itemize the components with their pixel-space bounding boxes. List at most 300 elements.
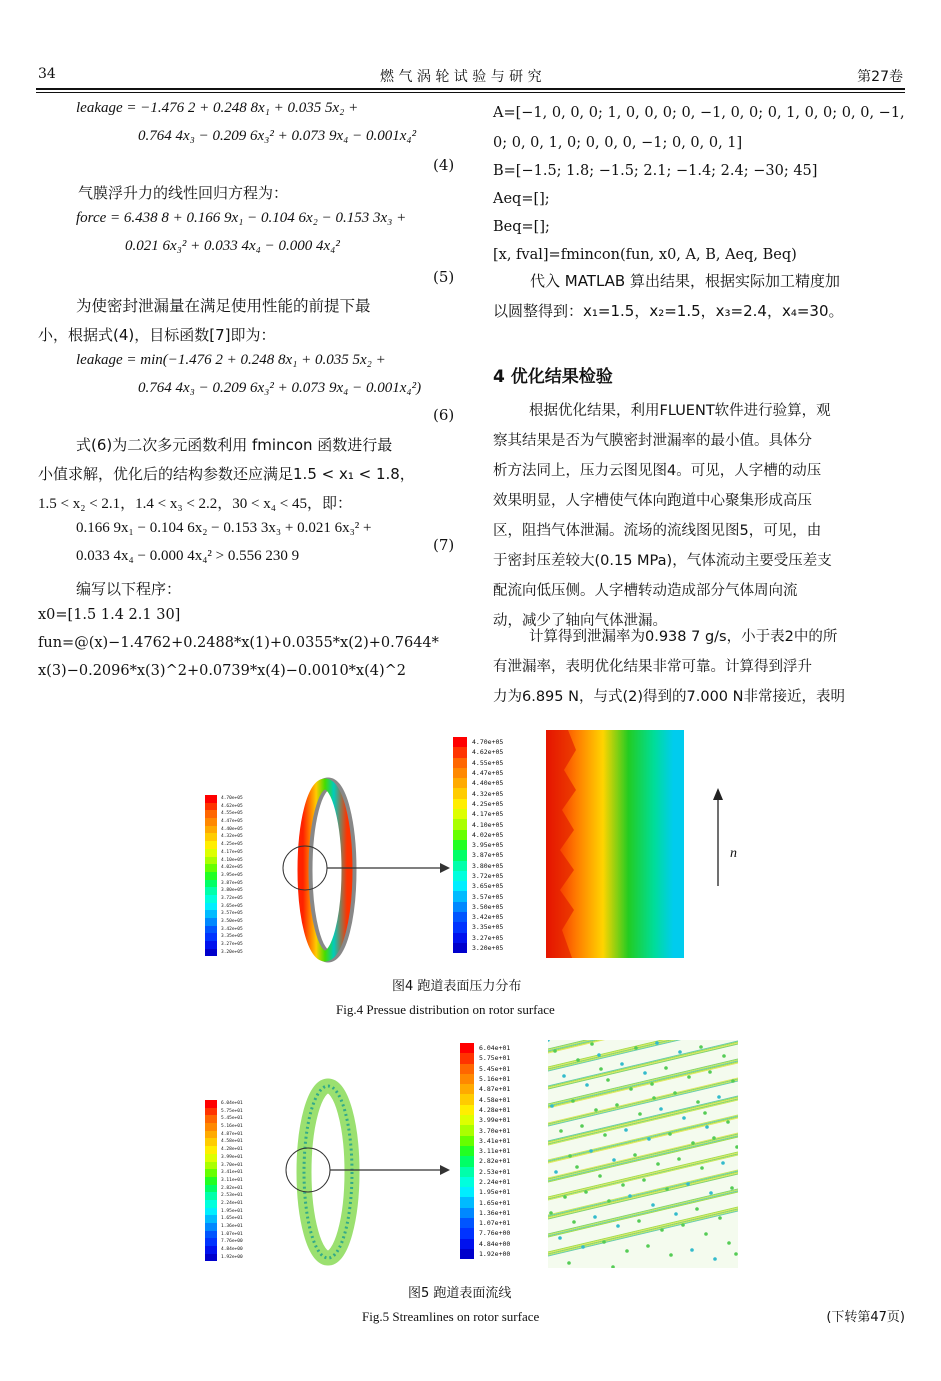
legend-label: 4.62e+05	[221, 803, 243, 809]
legend-swatch	[205, 1138, 217, 1146]
legend-entry	[460, 1249, 510, 1259]
streamline-particle	[615, 1103, 619, 1107]
streamline-particle	[553, 1049, 557, 1053]
legend-label: 2.82e+01	[479, 1157, 511, 1166]
streamline-particle	[686, 1182, 690, 1186]
force-intro: 气膜浮升力的线性回归方程为：	[78, 184, 289, 202]
eq5-line1: force = 6.438 8 + 0.166 9x₁ − 0.104 6x₂ − 0.153 3x₃ +	[76, 210, 407, 226]
legend-entry	[453, 778, 503, 788]
legend-entry	[205, 1100, 265, 1108]
legend-entry	[453, 747, 503, 757]
normal-arrow-label: n	[730, 846, 737, 861]
legend-entry	[453, 809, 503, 819]
fig5-ring-image	[270, 1072, 460, 1272]
streamline-particle	[673, 1091, 677, 1095]
fig4-ring-image	[270, 770, 460, 970]
legend-swatch	[205, 1108, 217, 1116]
legend-label: 4.17e+05	[472, 810, 504, 819]
legend-swatch	[453, 912, 467, 922]
eq5-line2: 0.021 6x₃² + 0.033 4x₄ − 0.000 4x₄²	[125, 238, 340, 254]
legend-label: 4.40e+05	[221, 826, 243, 832]
legend-swatch	[205, 810, 217, 818]
para1-line1: 为使密封泄漏量在满足使用性能的前提下最	[76, 297, 371, 315]
streamline-particle	[643, 1071, 647, 1075]
legend-swatch	[453, 871, 467, 881]
legend-swatch	[453, 778, 467, 788]
streamline-particle	[621, 1183, 625, 1187]
legend-label: 4.87e+01	[479, 1085, 511, 1094]
legend-label: 5.75e+01	[479, 1054, 511, 1063]
streamline-particle	[571, 1099, 575, 1103]
section-paragraph-1	[493, 396, 907, 636]
streamline-particle	[642, 1178, 646, 1182]
legend-swatch	[453, 737, 467, 747]
legend-label: 4.47e+05	[472, 769, 504, 778]
legend-entry	[205, 857, 265, 865]
legend-entry	[205, 926, 265, 934]
result-line2: 以圆整得到：x₁=1.5，x₂=1.5，x₃=2.4，x₄=30。	[493, 302, 844, 320]
legend-label: 3.11e+01	[479, 1147, 511, 1156]
streamline-particle	[731, 1079, 735, 1083]
legend-label: 3.99e+01	[221, 1154, 243, 1160]
legend-label: 2.82e+01	[221, 1185, 243, 1191]
section-paragraph-2	[493, 622, 907, 712]
streamline-particle	[580, 1124, 584, 1128]
code-fmincon-call: [x, fval]=fmincon(fun, x0, A, B, Aeq, Beq)	[493, 247, 797, 263]
legend-swatch	[453, 799, 467, 809]
legend-entry	[205, 1123, 265, 1131]
streamline-particle	[558, 1236, 562, 1240]
streamline-particle	[620, 1062, 624, 1066]
legend-swatch	[453, 768, 467, 778]
legend-entry	[460, 1105, 510, 1115]
legend-entry	[453, 840, 503, 850]
legend-label: 4.87e+01	[221, 1131, 243, 1137]
legend-swatch	[453, 850, 467, 860]
fig5-caption-en: Fig.5 Streamlines on rotor surface	[362, 1309, 540, 1324]
legend-label: 4.70e+05	[221, 796, 243, 801]
legend-label: 3.70e+01	[479, 1126, 511, 1135]
legend-swatch	[453, 788, 467, 798]
legend-swatch	[453, 881, 467, 891]
streamline-particle	[659, 1107, 663, 1111]
continued-note: (下转第47页)	[826, 1310, 905, 1325]
legend-entry	[205, 1192, 265, 1200]
streamline-particle	[616, 1224, 620, 1228]
legend-swatch	[205, 1246, 217, 1254]
legend-label: 3.50e+05	[472, 902, 504, 911]
streamline-particle	[668, 1132, 672, 1136]
legend-swatch	[205, 795, 217, 803]
legend-swatch	[205, 1185, 217, 1193]
eq4-line1: leakage = −1.476 2 + 0.248 8x₁ + 0.035 5x₂ +	[76, 100, 359, 116]
legend-swatch	[205, 1146, 217, 1154]
legend-label: 4.70e+05	[472, 738, 504, 747]
legend-label: 3.65e+05	[221, 903, 243, 909]
streamline-particle	[603, 1133, 607, 1137]
legend-swatch	[453, 861, 467, 871]
legend-entry	[205, 949, 265, 957]
streamline-particle	[682, 1116, 686, 1120]
legend-label: 3.72e+05	[472, 872, 504, 880]
legend-swatch	[460, 1228, 474, 1238]
p1-line: 根据优化结果，利用FLUENT软件进行验算，观	[529, 403, 831, 419]
legend-swatch	[205, 1115, 217, 1123]
legend-swatch	[460, 1074, 474, 1084]
para2-line1: 式(6)为二次多元函数利用 fmincon 函数进行最	[76, 436, 393, 454]
legend-swatch	[460, 1167, 474, 1177]
legend-label: 3.87e+05	[221, 880, 243, 886]
streamline-particle	[567, 1261, 571, 1265]
streamline-particle	[730, 1186, 734, 1190]
streamline-particle	[734, 1252, 738, 1256]
contour-edge	[684, 730, 696, 958]
streamline-particle	[646, 1244, 650, 1248]
legend-swatch	[205, 910, 217, 918]
legend-swatch	[460, 1105, 474, 1115]
legend-label: 5.16e+01	[479, 1075, 511, 1084]
streamline-particle	[599, 1067, 603, 1071]
code-Beq: Beq=[];	[493, 219, 550, 235]
legend-entry	[453, 758, 503, 768]
p2-line: 力为6.895 N，与式(2)得到的7.000 N非常接近，表明	[493, 689, 845, 705]
legend-swatch	[460, 1177, 474, 1187]
streamline-particle	[713, 1257, 717, 1261]
legend-label: 4.02e+05	[221, 865, 243, 871]
legend-swatch	[205, 926, 217, 934]
legend-label: 4.62e+05	[472, 748, 504, 757]
legend-label: 3.20e+05	[472, 944, 504, 953]
legend-entry	[453, 881, 503, 891]
legend-label: 3.65e+05	[472, 882, 504, 891]
legend-label: 3.99e+01	[479, 1116, 511, 1125]
legend-label: 1.95e+01	[479, 1188, 511, 1197]
legend-entry	[205, 803, 265, 811]
streamline-particle	[696, 1100, 700, 1104]
legend-swatch	[205, 1231, 217, 1239]
legend-swatch	[205, 918, 217, 926]
legend-swatch	[460, 1156, 474, 1166]
legend-swatch	[205, 887, 217, 895]
legend-entry	[205, 903, 265, 911]
streamline-particle	[695, 1207, 699, 1211]
streamline-particle	[628, 1194, 632, 1198]
legend-swatch	[205, 941, 217, 949]
legend-entry	[453, 819, 503, 829]
streamline-particle	[549, 1211, 553, 1215]
legend-label: 3.41e+01	[479, 1136, 511, 1145]
streamline-particle	[652, 1096, 656, 1100]
result-line1: 代入 MATLAB 算出结果，根据实际加工精度加	[530, 272, 840, 290]
streamline-particle	[712, 1136, 716, 1140]
legend-swatch	[205, 949, 217, 957]
legend-entry	[205, 1108, 265, 1116]
legend-entry	[205, 1215, 265, 1223]
page-number: 34	[38, 66, 56, 82]
legend-entry	[453, 850, 503, 860]
streamline-particle	[691, 1141, 695, 1145]
legend-label: 4.58e+01	[479, 1095, 511, 1104]
legend-swatch	[460, 1218, 474, 1228]
legend-entry	[205, 1138, 265, 1146]
legend-entry	[460, 1125, 510, 1135]
legend-entry	[205, 833, 265, 841]
legend-label: 4.10e+05	[221, 857, 243, 863]
volume-label: 第27卷	[857, 69, 903, 85]
streamline-particle	[664, 1066, 668, 1070]
legend-label: 4.25e+05	[472, 799, 504, 808]
legend-swatch	[453, 809, 467, 819]
fig4-legend-big	[453, 737, 503, 953]
legend-entry	[460, 1115, 510, 1125]
legend-entry	[460, 1218, 510, 1228]
code-Aeq: Aeq=[];	[493, 191, 550, 207]
legend-swatch	[453, 891, 467, 901]
eq7-line1: 0.166 9x₁ − 0.104 6x₂ − 0.153 3x₃ + 0.021 6x₃² +	[76, 520, 372, 536]
legend-label: 1.36e+01	[221, 1224, 243, 1229]
legend-swatch	[453, 819, 467, 829]
legend-swatch	[460, 1043, 474, 1053]
legend-entry	[453, 922, 503, 932]
legend-entry	[205, 1254, 265, 1262]
legend-entry	[453, 737, 503, 747]
legend-swatch	[205, 1123, 217, 1131]
legend-entry	[205, 841, 265, 849]
legend-entry	[205, 1246, 265, 1254]
legend-label: 4.40e+05	[472, 779, 504, 788]
code-B: B=[−1.5; 1.8; −1.5; 2.1; −1.4; 2.4; −30; 45]	[493, 163, 818, 179]
code-A-line2: 0; 0, 0, 1, 0; 0, 0, 0, −1; 0, 0, 0, 1]	[493, 135, 743, 151]
legend-label: 1.36e+01	[479, 1208, 511, 1217]
legend-swatch	[453, 922, 467, 932]
contour-fill	[546, 730, 696, 958]
streamline-particle	[633, 1153, 637, 1157]
legend-swatch	[205, 1208, 217, 1216]
fig4-caption-cn: 图4 跑道表面压力分布	[392, 979, 522, 994]
legend-label: 5.45e+01	[221, 1116, 243, 1122]
legend-entry	[453, 933, 503, 943]
legend-swatch	[205, 903, 217, 911]
eq6-line2: 0.764 4x₃ − 0.209 6x₃² + 0.073 9x₄ − 0.001x₄²)	[138, 380, 422, 396]
p1-line: 察其结果是否为气膜密封泄漏率的最小值。具体分	[493, 433, 812, 449]
legend-entry	[460, 1053, 510, 1063]
legend-entry	[460, 1156, 510, 1166]
legend-entry	[205, 1238, 265, 1246]
p1-line: 动，减少了轴向气体泄漏。	[493, 613, 667, 629]
legend-label: 3.50e+05	[221, 919, 243, 924]
streamline-particle	[607, 1199, 611, 1203]
legend-entry	[460, 1228, 510, 1238]
fig4-legend-small	[205, 795, 265, 956]
legend-label: 1.92e+00	[221, 1254, 243, 1260]
para2-line3: 1.5 < x₂ < 2.1，1.4 < x₃ < 2.2，30 < x₄ < 45，即：	[38, 496, 352, 512]
legend-label: 3.80e+05	[472, 861, 504, 870]
code-x0: x0=[1.5 1.4 2.1 30]	[38, 607, 181, 623]
legend-entry	[460, 1136, 510, 1146]
legend-entry	[205, 1154, 265, 1162]
legend-entry	[205, 826, 265, 834]
legend-label: 3.72e+05	[221, 895, 243, 901]
legend-entry	[460, 1187, 510, 1197]
streamline-particle	[585, 1083, 589, 1087]
legend-swatch	[205, 826, 217, 834]
streamline-particle	[629, 1087, 633, 1091]
normal-arrow	[710, 788, 726, 888]
legend-label: 3.20e+05	[221, 949, 243, 955]
streamline-particle	[687, 1075, 691, 1079]
streamline-particle	[665, 1187, 669, 1191]
legend-label: 3.57e+05	[472, 892, 504, 901]
legend-label: 7.76e+00	[479, 1229, 511, 1238]
legend-label: 3.42e+05	[221, 926, 243, 932]
legend-entry	[205, 1131, 265, 1139]
legend-swatch	[460, 1136, 474, 1146]
legend-label: 7.76e+00	[221, 1239, 243, 1245]
streamline-particle	[598, 1174, 602, 1178]
legend-swatch	[205, 933, 217, 941]
eq7-number: (7)	[433, 536, 455, 554]
legend-swatch	[205, 841, 217, 849]
legend-swatch	[460, 1187, 474, 1197]
legend-label: 5.75e+01	[221, 1108, 243, 1114]
streamline-particle	[726, 1120, 730, 1124]
streamline-particle	[581, 1245, 585, 1249]
legend-swatch	[453, 933, 467, 943]
legend-entry	[453, 871, 503, 881]
zoom-arrow-head	[440, 863, 450, 873]
legend-swatch	[205, 1254, 217, 1262]
streamline-particle	[703, 1111, 707, 1115]
streamline-particle	[575, 1165, 579, 1169]
streamline-particle	[674, 1212, 678, 1216]
legend-entry	[205, 1115, 265, 1123]
legend-swatch	[205, 895, 217, 903]
streamline-particle	[624, 1128, 628, 1132]
legend-swatch	[460, 1064, 474, 1074]
legend-label: 4.28e+01	[479, 1105, 511, 1114]
streamline-particle	[572, 1220, 576, 1224]
streamline-particle	[718, 1216, 722, 1220]
streamline-particle	[656, 1162, 660, 1166]
legend-swatch	[460, 1094, 474, 1104]
legend-entry	[205, 910, 265, 918]
streamline-particle	[669, 1253, 673, 1257]
legend-label: 3.35e+05	[221, 934, 243, 940]
legend-label: 1.92e+00	[479, 1250, 511, 1259]
legend-label: 1.65e+01	[221, 1216, 243, 1222]
program-intro: 编写以下程序：	[76, 580, 182, 598]
streamline-particle	[637, 1219, 641, 1223]
legend-label: 2.53e+01	[221, 1193, 243, 1199]
streamline-particle	[650, 1082, 654, 1086]
legend-label: 3.95e+05	[472, 841, 504, 850]
legend-label: 3.11e+01	[221, 1177, 243, 1183]
legend-swatch	[453, 840, 467, 850]
legend-label: 4.32e+05	[221, 834, 243, 840]
legend-entry	[460, 1208, 510, 1218]
streamline-particle	[705, 1125, 709, 1129]
legend-entry	[460, 1094, 510, 1104]
streamline-particle	[606, 1078, 610, 1082]
legend-swatch	[205, 1177, 217, 1185]
p2-line: 计算得到泄漏率为0.938 7 g/s，小于表2中的所	[529, 629, 838, 645]
streamline-particle	[708, 1070, 712, 1074]
legend-swatch	[460, 1053, 474, 1063]
legend-entry	[453, 891, 503, 901]
streamline-particle	[678, 1050, 682, 1054]
eq6-line1: leakage = min(−1.476 2 + 0.248 8x₁ + 0.035 5x₂ +	[76, 352, 386, 368]
legend-label: 3.35e+05	[472, 923, 504, 932]
streamline-particle	[602, 1240, 606, 1244]
legend-swatch	[460, 1249, 474, 1259]
legend-entry	[453, 799, 503, 809]
fig5-caption-cn: 图5 跑道表面流线	[408, 1286, 512, 1301]
eq6-number: (6)	[433, 406, 455, 424]
legend-entry	[453, 943, 503, 953]
streamline-particle	[722, 1054, 726, 1058]
legend-label: 3.57e+05	[221, 911, 243, 917]
legend-label: 1.65e+01	[479, 1198, 511, 1207]
legend-label: 4.55e+05	[472, 758, 504, 767]
streamline-particle	[638, 1112, 642, 1116]
legend-entry	[205, 818, 265, 826]
legend-label: 3.70e+01	[221, 1162, 243, 1168]
legend-entry	[453, 902, 503, 912]
legend-swatch	[205, 803, 217, 811]
streamline-particle	[651, 1203, 655, 1207]
legend-entry	[205, 849, 265, 857]
legend-entry	[205, 1162, 265, 1170]
legend-label: 2.24e+01	[221, 1200, 243, 1206]
legend-swatch	[205, 1238, 217, 1246]
streamline-particle	[704, 1232, 708, 1236]
eq4-line2: 0.764 4x₃ − 0.209 6x₃² + 0.073 9x₄ − 0.001x₄²	[138, 128, 417, 144]
legend-entry	[460, 1064, 510, 1074]
legend-label: 5.45e+01	[479, 1064, 511, 1073]
legend-label: 3.27e+05	[472, 933, 504, 942]
legend-swatch	[460, 1125, 474, 1135]
legend-swatch	[453, 943, 467, 953]
legend-swatch	[460, 1239, 474, 1249]
streamline-particle	[625, 1249, 629, 1253]
legend-swatch	[205, 1169, 217, 1177]
legend-entry	[205, 872, 265, 880]
legend-swatch	[205, 1215, 217, 1223]
legend-label: 4.25e+05	[221, 842, 243, 848]
journal-title: 燃 气 涡 轮 试 验 与 研 究	[380, 69, 542, 85]
legend-label: 4.02e+05	[472, 830, 504, 839]
eq7-line2: 0.033 4x₄ − 0.000 4x₄² > 0.556 230 9	[76, 548, 300, 564]
streamline-particle	[647, 1137, 651, 1141]
streamline-particle	[681, 1223, 685, 1227]
header-rule-thin	[36, 92, 905, 93]
legend-swatch	[205, 818, 217, 826]
legend-entry	[460, 1043, 510, 1053]
legend-entry	[205, 887, 265, 895]
header-rule-thick	[36, 88, 905, 90]
zoom-arrow-head	[440, 1165, 450, 1175]
legend-label: 4.84e+00	[479, 1239, 511, 1248]
legend-entry	[205, 1208, 265, 1216]
legend-entry	[205, 1200, 265, 1208]
p1-line: 区，阻挡气体泄漏。流场的流线图见图5，可见，由	[493, 523, 822, 539]
legend-swatch	[205, 849, 217, 857]
legend-swatch	[460, 1197, 474, 1207]
legend-label: 5.16e+01	[221, 1124, 243, 1130]
section-title: 4 优化结果检验	[493, 367, 613, 387]
streamline-particle	[559, 1129, 563, 1133]
legend-swatch	[453, 747, 467, 757]
